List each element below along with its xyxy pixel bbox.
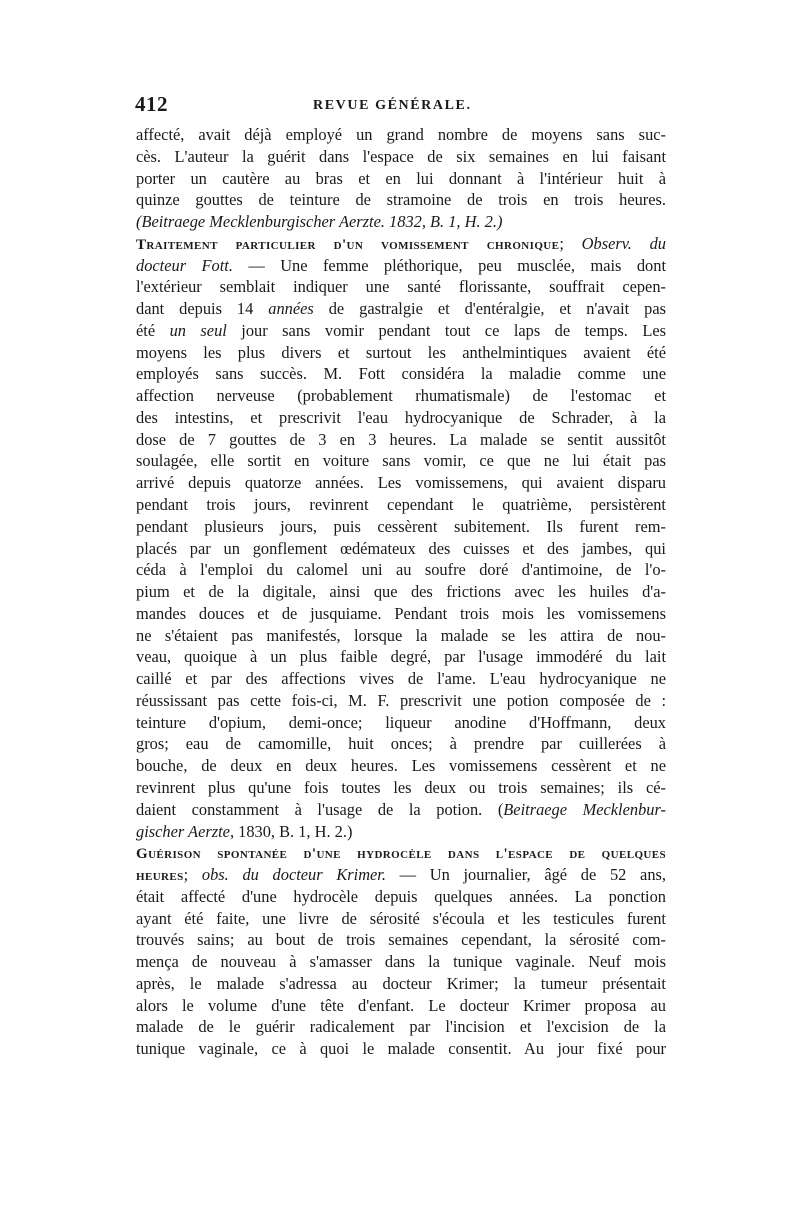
text-span: l'extérieur semblait indiquer une santé florissante, souffrait cepen- bbox=[136, 277, 666, 297]
text-span: malade de le guérir radicalement par l'incision et l'excision de la bbox=[136, 1017, 666, 1037]
text-line bbox=[136, 494, 666, 516]
text-line bbox=[136, 603, 666, 625]
text-line bbox=[136, 886, 666, 908]
italic-text: docteur Fott. bbox=[136, 255, 233, 275]
text-span: trouvés sains; au bout de trois semaines cependant, la sérosité com- bbox=[136, 930, 666, 950]
text-span: porter un cautère au bras et en lui donnant à l'intérieur huit à bbox=[136, 168, 666, 188]
text-line bbox=[136, 276, 666, 298]
text-line bbox=[136, 821, 666, 843]
text-line bbox=[136, 864, 666, 886]
text-span: caillé et par des affections vives de l'ame. L'eau hydrocyanique ne bbox=[136, 669, 666, 689]
text-span: revinrent plus qu'une fois toutes les deux ou trois semaines; ils cé- bbox=[136, 777, 666, 797]
text-line bbox=[136, 255, 666, 277]
page-header bbox=[135, 92, 665, 120]
text-span: gros; eau de camomille, huit onces; à prendre par cuillerées à bbox=[136, 734, 666, 754]
text-line bbox=[136, 646, 666, 668]
text-line bbox=[136, 908, 666, 930]
text-line bbox=[136, 429, 666, 451]
text-span: réussissant pas cette fois-ci, M. F. prescrivit une potion composée de : bbox=[136, 690, 666, 710]
text-line bbox=[136, 124, 666, 146]
text-span: affection nerveuse (probablement rhumatismale) de l'estomac et bbox=[136, 386, 666, 406]
section-heading: heures bbox=[136, 868, 184, 885]
text-span: arrivé depuis quatorze années. Les vomissemens, qui avaient disparu bbox=[136, 473, 666, 493]
text-line bbox=[136, 842, 666, 864]
text-span: ayant été faite, une livre de sérosité s'écoula et les testicules furent bbox=[136, 908, 666, 928]
italic-text: Observ. du bbox=[581, 233, 666, 253]
text-line bbox=[136, 690, 666, 712]
text-line bbox=[136, 777, 666, 799]
text-span: ; bbox=[183, 865, 202, 885]
text-span: pium et de la digitale, ainsi que des frictions avec les huiles d'a- bbox=[136, 582, 666, 602]
italic-text: années bbox=[268, 299, 314, 319]
text-line bbox=[136, 1016, 666, 1038]
italic-text: gischer Aerzte bbox=[136, 821, 230, 841]
text-line bbox=[136, 342, 666, 364]
text-line bbox=[136, 407, 666, 429]
text-line bbox=[136, 799, 666, 821]
page-number: 412 bbox=[135, 92, 168, 116]
text-span: veau, quoique à un plus faible degré, par l'usage immodéré du lait bbox=[136, 647, 666, 667]
text-line bbox=[136, 211, 666, 233]
text-line bbox=[136, 733, 666, 755]
text-span: — Une femme pléthorique, peu musclée, mais dont bbox=[232, 255, 666, 275]
text-span: bouche, de deux en deux heures. Les vomissemens cessèrent et ne bbox=[136, 756, 666, 776]
text-span: mandes douces et de jusquiame. Pendant trois mois les vomissemens bbox=[136, 603, 666, 623]
text-line bbox=[136, 538, 666, 560]
text-line bbox=[136, 233, 666, 255]
text-span: ; bbox=[559, 233, 582, 253]
text-span: quinze gouttes de teinture de stramoine de trois en trois heures. bbox=[136, 190, 666, 210]
text-line bbox=[136, 712, 666, 734]
text-span: était affecté d'une hydrocèle depuis quelques années. La ponction bbox=[136, 886, 666, 906]
text-span: tunique vaginale, ce à quoi le malade consentit. Au jour fixé pour bbox=[136, 1039, 666, 1059]
text-span: teinture d'opium, demi-once; liqueur anodine d'Hoffmann, deux bbox=[136, 712, 666, 732]
text-line bbox=[136, 146, 666, 168]
text-span: soulagée, elle sortit en voiture sans vomir, ce que ne lui était pas bbox=[136, 451, 666, 471]
text-span: dant depuis 14 bbox=[136, 299, 269, 319]
text-line bbox=[136, 755, 666, 777]
text-line bbox=[136, 472, 666, 494]
text-span: — Un journalier, âgé de 52 ans, bbox=[385, 865, 666, 885]
text-span: placés par un gonflement œdémateux des cuisses et des jambes, qui bbox=[136, 538, 666, 558]
section-heading: Guérison spontanée d'une hydrocèle dans l'espace de quelques bbox=[136, 846, 666, 863]
text-line bbox=[136, 668, 666, 690]
text-span: dose de 7 gouttes de 3 en 3 heures. La malade se sentit aussitôt bbox=[136, 429, 666, 449]
running-title: REVUE GÉNÉRALE. bbox=[313, 98, 472, 113]
text-span: mença de nouveau à s'amasser dans la tunique vaginale. Neuf mois bbox=[136, 952, 666, 972]
text-line bbox=[136, 625, 666, 647]
text-span: employés sans succès. M. Fott considéra la maladie comme une bbox=[136, 364, 666, 384]
text-line bbox=[136, 189, 666, 211]
italic-text: un seul bbox=[169, 320, 227, 340]
text-span: céda à l'emploi du calomel uni au soufre doré d'antimoine, de l'o- bbox=[136, 560, 666, 580]
text-span: daient constamment à l'usage de la potion. ( bbox=[136, 799, 504, 819]
text-line bbox=[136, 363, 666, 385]
text-span: jour sans vomir pendant tout ce laps de temps. Les bbox=[226, 320, 666, 340]
text-span: affecté, avait déjà employé un grand nombre de moyens sans suc- bbox=[136, 125, 666, 144]
text-span: , 1830, B. 1, H. 2.) bbox=[229, 821, 353, 841]
text-line bbox=[136, 581, 666, 603]
text-line bbox=[136, 168, 666, 190]
text-line bbox=[136, 973, 666, 995]
text-line bbox=[136, 995, 666, 1017]
italic-text: (Beitraege Mecklenburgischer Aerzte. 1832, B. 1, H. 2.) bbox=[136, 212, 503, 232]
body-text bbox=[136, 124, 666, 1060]
text-span: alors le volume d'une tête d'enfant. Le docteur Krimer proposa au bbox=[136, 995, 666, 1015]
text-span: pendant trois jours, revinrent cependant le quatrième, persistèrent bbox=[136, 495, 666, 515]
section-heading: Traitement particulier d'un vomissement chronique bbox=[136, 236, 560, 253]
italic-text: obs. du docteur Krimer. bbox=[201, 865, 386, 885]
text-line bbox=[136, 1038, 666, 1060]
text-line bbox=[136, 929, 666, 951]
text-line bbox=[136, 450, 666, 472]
text-span: cès. L'auteur la guérit dans l'espace de six semaines en lui faisant bbox=[136, 146, 666, 166]
text-line bbox=[136, 320, 666, 342]
text-span: de gastralgie et d'entéralgie, et n'avait pas bbox=[313, 299, 666, 319]
text-span: des intestins, et prescrivit l'eau hydrocyanique de Schrader, à la bbox=[136, 407, 666, 427]
italic-text: Beitraege Mecklenbur- bbox=[503, 799, 666, 819]
text-line bbox=[136, 516, 666, 538]
text-line bbox=[136, 559, 666, 581]
text-line bbox=[136, 385, 666, 407]
text-span: pendant plusieurs jours, puis cessèrent subitement. Ils furent rem- bbox=[136, 516, 666, 536]
text-span: moyens les plus divers et surtout les anthelmintiques avaient été bbox=[136, 342, 666, 362]
text-line bbox=[136, 298, 666, 320]
text-line bbox=[136, 951, 666, 973]
text-span: après, le malade s'adressa au docteur Krimer; la tumeur présentait bbox=[136, 973, 666, 993]
text-span: ne s'étaient pas manifestés, lorsque la malade se les attira de nou- bbox=[136, 625, 666, 645]
text-span: été bbox=[136, 320, 170, 340]
